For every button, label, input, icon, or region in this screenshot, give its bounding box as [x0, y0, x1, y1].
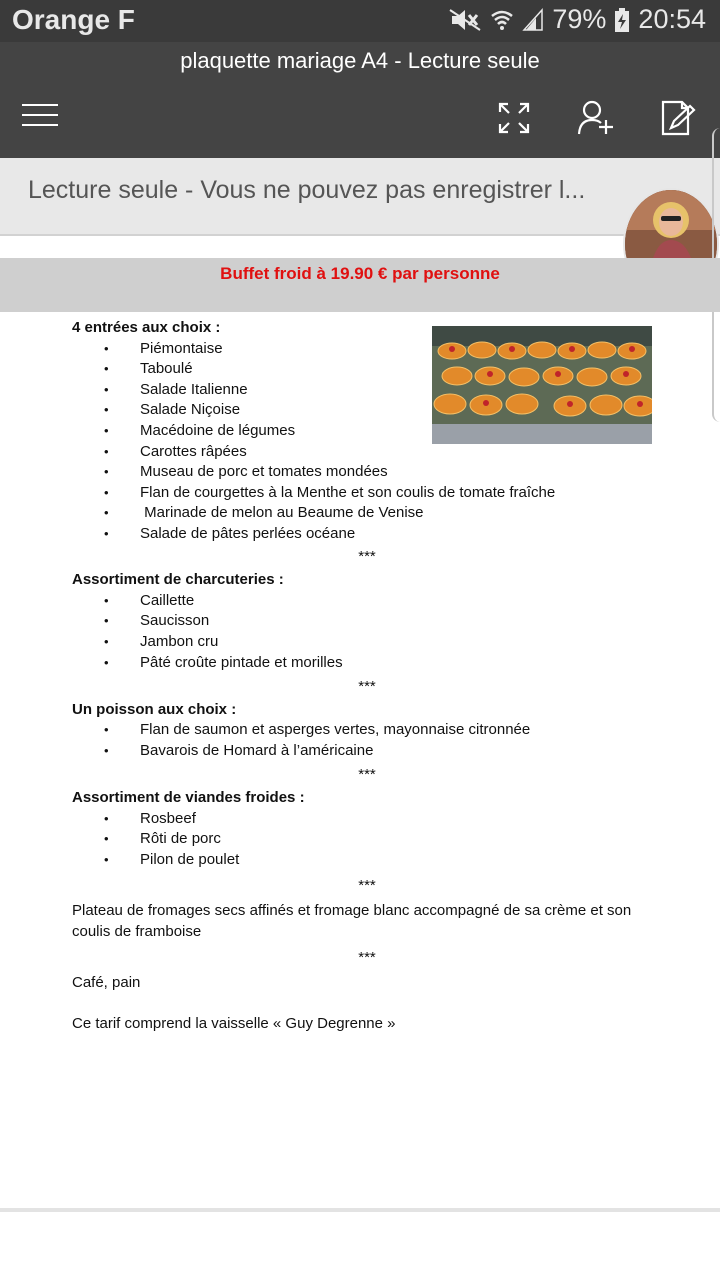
signal-icon: [522, 8, 544, 32]
list-item: • Flan de courgettes à la Menthe et son coulis de tomate fraîche: [72, 483, 662, 504]
fullscreen-button[interactable]: [494, 98, 534, 138]
list-item: • Museau de porc et tomates mondées: [72, 462, 662, 483]
list-item: • Carottes râpées: [72, 442, 662, 463]
carrier-label: Orange F: [12, 4, 135, 35]
readonly-notice[interactable]: [0, 158, 720, 236]
page-end-divider: [0, 1208, 720, 1212]
fullscreen-icon: [494, 98, 534, 138]
separator: ***: [358, 678, 376, 696]
clock: 20:54: [638, 4, 706, 34]
edit-button[interactable]: [658, 98, 698, 138]
mute-icon: [448, 8, 482, 32]
cheese-paragraph: Plateau de fromages secs affinés et fromage blanc accompagné de sa crème et son coulis de framboise: [72, 902, 632, 940]
battery-charging-icon: [614, 7, 630, 33]
list-item: • Jambon cru: [72, 632, 662, 653]
tableware-paragraph: Ce tarif comprend la vaisselle « Guy Degrenne »: [72, 1015, 396, 1033]
status-icons: [448, 4, 706, 35]
document-title: plaquette mariage A4 - Lecture seule: [180, 48, 540, 73]
menu-icon: [22, 104, 58, 106]
section-heading: Un poisson aux choix :: [72, 700, 237, 718]
list-item: • Saucisson: [72, 611, 662, 632]
app-header: [0, 42, 720, 158]
coffee-paragraph: Café, pain: [72, 973, 141, 991]
banner-title: Buffet froid à 19.90 € par personne: [220, 264, 500, 283]
fish-list: [72, 720, 662, 761]
document-body: [72, 318, 662, 1035]
list-item: • Rosbeef: [72, 809, 662, 830]
document-banner: [0, 258, 720, 312]
list-item: • Flan de saumon et asperges vertes, mayonnaise citronnée: [72, 720, 662, 741]
separator: ***: [358, 547, 376, 565]
list-item: • Salade Niçoise: [72, 400, 662, 421]
share-button[interactable]: [576, 98, 616, 138]
separator: ***: [358, 877, 376, 895]
section-heading: Assortiment de viandes froides :: [72, 789, 305, 807]
separator: ***: [358, 766, 376, 784]
charcuterie-list: [72, 591, 662, 673]
list-item: • Salade de pâtes perlées océane: [72, 524, 662, 545]
list-item: • Bavarois de Homard à l’américaine: [72, 741, 662, 762]
list-item: • Taboulé: [72, 359, 662, 380]
menu-button[interactable]: [22, 104, 60, 128]
status-bar: [0, 0, 720, 42]
separator: ***: [358, 949, 376, 967]
list-item: • Marinade de melon au Beaume de Venise: [72, 503, 662, 524]
battery-percent: 79%: [552, 4, 607, 34]
section-heading: 4 entrées aux choix :: [72, 319, 221, 336]
list-item: • Salade Italienne: [72, 380, 662, 401]
edit-document-icon: [658, 98, 698, 138]
add-person-icon: [576, 98, 616, 138]
list-item: • Macédoine de légumes: [72, 421, 662, 442]
list-item: • Caillette: [72, 591, 662, 612]
starter-list: [72, 339, 662, 545]
list-item: • Pilon de poulet: [72, 850, 662, 871]
meat-list: [72, 809, 662, 871]
readonly-message: Lecture seule - Vous ne pouvez pas enregistrer l...: [28, 176, 586, 204]
wifi-icon: [490, 8, 514, 32]
section-heading: Assortiment de charcuteries :: [72, 571, 284, 589]
list-item: • Piémontaise: [72, 339, 662, 360]
list-item: • Pâté croûte pintade et morilles: [72, 653, 662, 674]
list-item: • Rôti de porc: [72, 829, 662, 850]
